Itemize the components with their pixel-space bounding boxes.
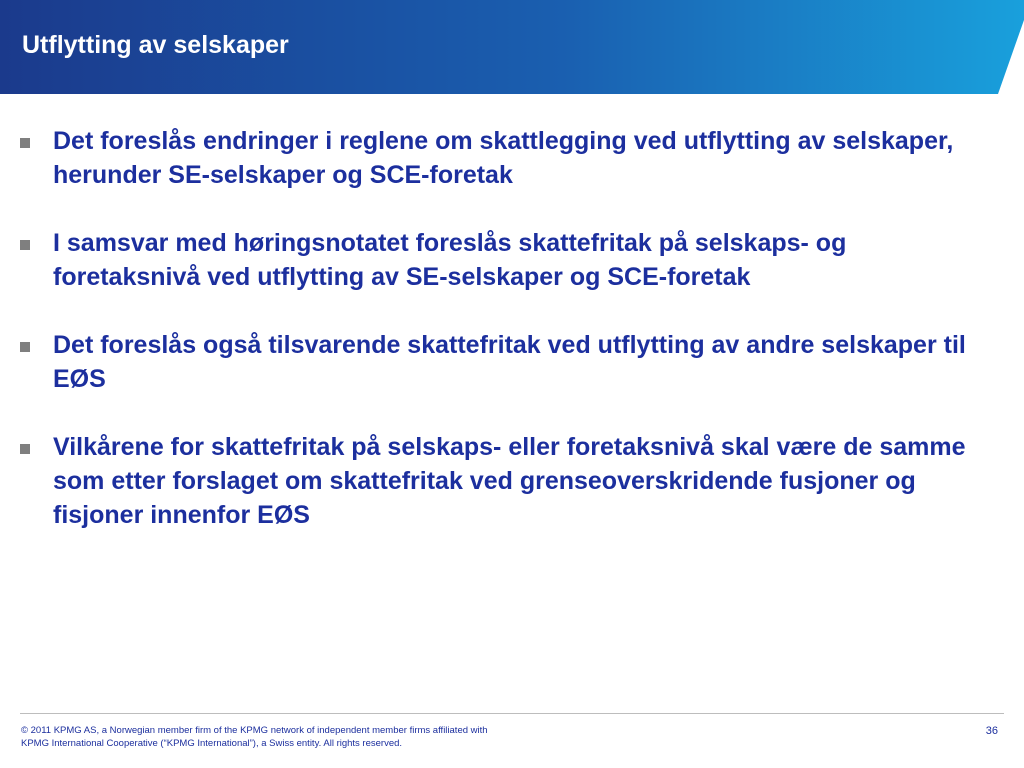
page-number: 36 — [985, 725, 998, 737]
copyright-line-2: KPMG International Cooperative (“KPMG International”), a Swiss entity. All rights reserved. — [21, 738, 403, 749]
square-bullet-icon — [20, 240, 30, 250]
bullet-text: Vilkårene for skattefritak på selskaps- eller foretaksnivå skal være de samme som etter forslaget om skattefritak ved grenseoverskridende fusjoner og fisjoner innenfor EØS — [53, 433, 966, 529]
copyright-line-1: © 2011 KPMG AS, a Norwegian member firm of the KPMG network of independent member firms affiliated with — [21, 725, 488, 736]
square-bullet-icon — [20, 138, 30, 148]
slide-title: Utflytting av selskaper — [22, 31, 289, 59]
bullet-text: I samsvar med høringsnotatet foreslås skattefritak på selskaps- og foretaksnivå ved utflytting av SE-selskaper og SCE-foretak — [53, 229, 847, 291]
footer-divider — [20, 713, 1004, 714]
bullet-text: Det foreslås endringer i reglene om skattlegging ved utflytting av selskaper, herunder SE-selskaper og SCE-foretak — [53, 127, 954, 189]
bullet-item — [20, 226, 995, 294]
square-bullet-icon — [20, 444, 30, 454]
bullet-item — [20, 124, 995, 192]
square-bullet-icon — [20, 342, 30, 352]
bullet-item — [20, 328, 995, 396]
slide-content — [20, 124, 995, 566]
bullet-text: Det foreslås også tilsvarende skattefritak ved utflytting av andre selskaper til EØS — [53, 331, 966, 393]
bullet-item — [20, 430, 995, 532]
copyright-notice — [21, 724, 721, 750]
bullet-list — [20, 124, 995, 532]
